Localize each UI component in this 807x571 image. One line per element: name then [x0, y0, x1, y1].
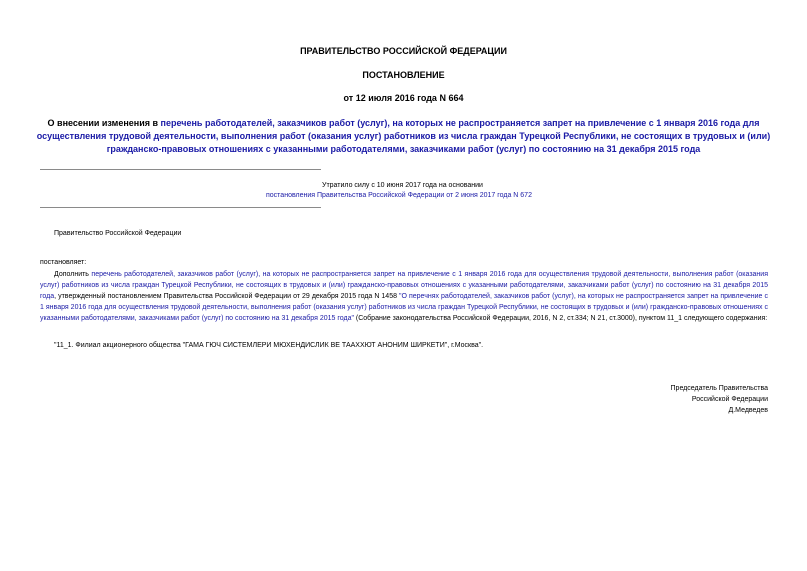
status-note — [266, 181, 762, 201]
title-prefix: О внесении изменения в — [47, 118, 161, 128]
signature-country: Российской Федерации — [691, 396, 768, 403]
title-link[interactable]: перечень работодателей, заказчиков работ (услуг), на которых не распространяется запрет на привлечение с 1 января 2016 года для осуществления трудовой деятельности, выполнения работ (оказания услуг) работников из числа граждан Турецкой Республики, не состоящих в трудовых и (или) гражданско-правовых отношениях с указанными работодателями, заказчиками работ (услуг) по состоянию на 31 декабря 2015 года — [36, 118, 771, 154]
body-text-3: (Собрание законодательства Российской Федерации, 2016, N 2, ст.334; N 21, ст.3000), пунктом 11_1 следующего содержания: — [353, 315, 768, 322]
divider-top — [40, 169, 321, 170]
status-line: Утратило силу с 10 июня 2017 года на основании — [322, 182, 483, 189]
body-text-1: Дополнить — [54, 271, 92, 278]
document-title — [30, 117, 777, 156]
document-date-number: от 12 июля 2016 года N 664 — [343, 93, 464, 103]
government-heading: ПРАВИТЕЛЬСТВО РОССИЙСКОЙ ФЕДЕРАЦИИ — [300, 46, 507, 56]
signature-name: Д.Медведев — [728, 407, 768, 414]
signature-block — [671, 383, 768, 416]
divider-bottom — [40, 207, 321, 208]
status-link[interactable]: постановления Правительства Российской Федерации от 2 июня 2017 года N 672 — [266, 192, 532, 199]
document-type: ПОСТАНОВЛЕНИЕ — [362, 70, 445, 80]
body-link-2[interactable]: "О перечнях работодателей, заказчиков работ (услуг), на которых не распространяется запрет на привлечение с 1 января 2016 года для осуществления трудовой деятельности, выполнения работ (оказания услуг) работников из числа граждан Турецкой Республики, не состоящих в трудовых и (или) гражданско-правовых отношениях с указанными работодателями, заказчиками работ (услуг) по состоянию на 31 декабря 2015 года" — [40, 293, 768, 322]
body-link-1[interactable]: перечень работодателей, заказчиков работ (услуг), на которых не распространяется запрет на привлечение с 1 января 2016 года для осуществления трудовой деятельности, выполнения работ (оказания услуг) работников из числа граждан Турецкой Республики, не состоящих в трудовых и (или) гражданско-правовых отношениях с указанными работодателями, заказчиками работ (услуг) по состоянию на 31 декабря 2015 года — [40, 271, 768, 300]
list-item: "11_1. Филиал акционерного общества "ГАМА ГЮЧ СИСТЕМЛЕРИ МЮХЕНДИСЛИК ВЕ ТААХХЮТ АНОНИМ ШИРКЕТИ", г.Москва". — [54, 342, 484, 349]
body-paragraph — [40, 269, 768, 324]
signature-position: Председатель Правительства — [670, 385, 768, 392]
issuer: Правительство Российской Федерации — [54, 230, 182, 237]
body-text-2: , утвержденный постановлением Правительства Российской Федерации от 29 декабря 2015 года N 1458 — [54, 293, 400, 300]
decrees-label: постановляет: — [40, 259, 87, 266]
